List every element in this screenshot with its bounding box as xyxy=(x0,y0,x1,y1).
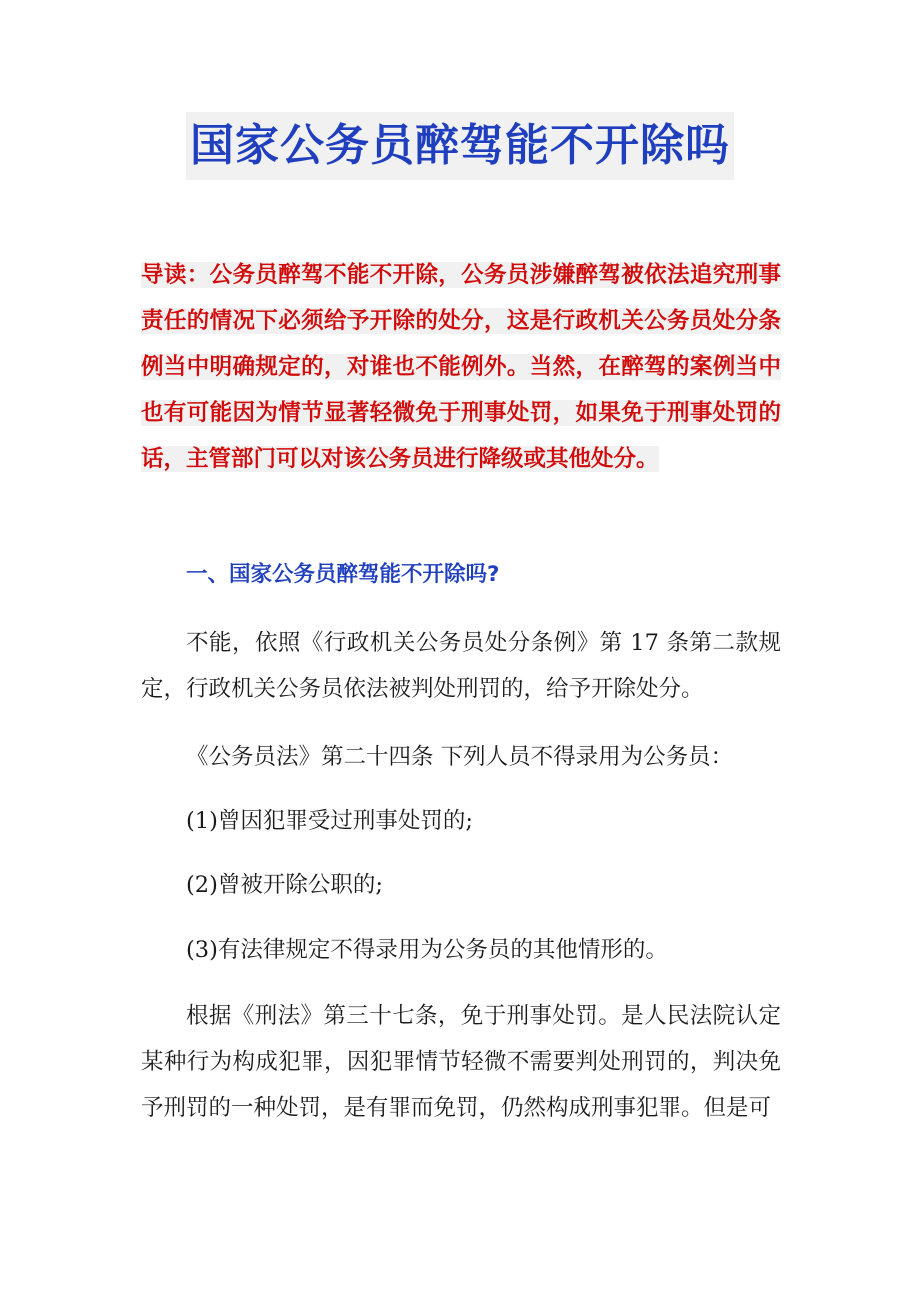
paragraph-criminal-law: 根据《刑法》第三十七条，免于刑事处罚。是人民法院认定某种行为构成犯罪，因犯罪情节轻微不需要判处刑罚的，判决免予刑罚的一种处罚，是有罪而免罚，仍然构成刑事犯罪。但是可 xyxy=(141,1003,781,1121)
intro-text: 导读：公务员醉驾不能不开除，公务员涉嫌醉驾被依法追究刑事责任的情况下必须给予开除的处分，这是行政机关公务员处分条例当中明确规定的，对谁也不能例外。当然，在醉驾的案例当中也有可能因为情节显著轻微免于刑事处罚，如果免于刑事处罚的话，主管部门可以对该公务员进行降级或其他处分。 xyxy=(141,262,781,472)
section-heading: 一、国家公务员醉驾能不开除吗? xyxy=(186,562,500,587)
paragraph-civil-servant-law: 《公务员法》第二十四条 下列人员不得录用为公务员： xyxy=(186,744,734,770)
list-item-3: (3)有法律规定不得录用为公务员的其他情形的。 xyxy=(186,937,668,963)
paragraph-regulation: 不能，依照《行政机关公务员处分条例》第 17 条第二款规定，行政机关公务员依法被判处刑罚的，给予开除处分。 xyxy=(141,630,781,702)
page-title xyxy=(0,112,920,180)
list-item-2: (2)曾被开除公职的; xyxy=(186,872,383,898)
intro-paragraph xyxy=(141,252,781,482)
list-item-1: (1)曾因犯罪受过刑事处罚的; xyxy=(186,808,473,834)
page-title-text: 国家公务员醉驾能不开除吗 xyxy=(186,112,734,180)
